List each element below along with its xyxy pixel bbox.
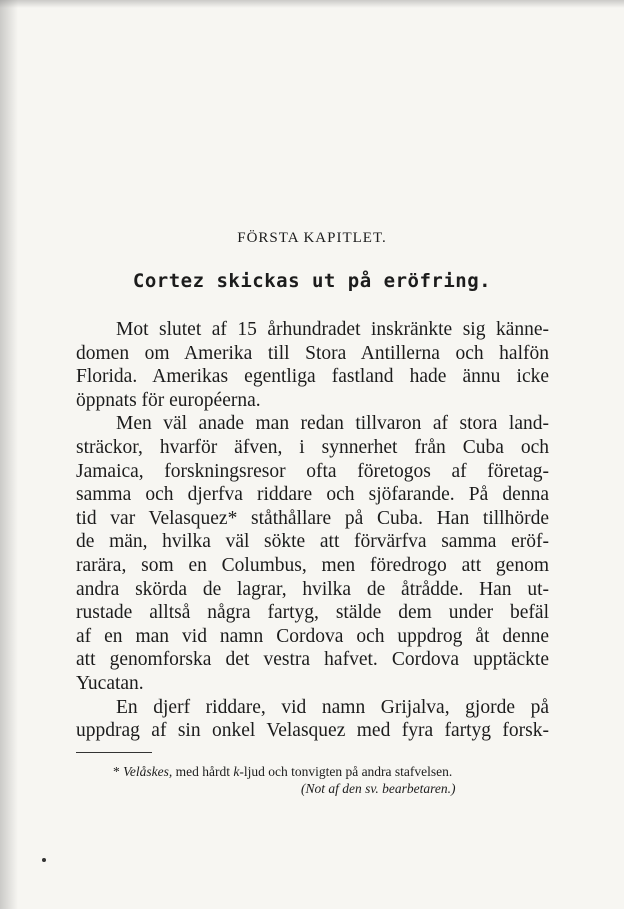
text-line: att genomforska det vestra hafvet. Cordova upptäckte <box>76 649 549 671</box>
chapter-heading: FÖRSTA KAPITLET. <box>237 230 387 246</box>
text-line: Jamaica, forskningsresor ofta företogos af företag- <box>76 460 549 482</box>
text-line: domen om Amerika till Stora Antillerna och halfön <box>76 342 549 364</box>
text-line: de män, hvilka väl sökte att förvärfva samma eröf- <box>76 531 549 553</box>
text-line: rustade alltså några fartyg, stälde dem under befäl <box>76 602 549 624</box>
page-edge-shadow-top <box>0 0 624 8</box>
text-line: En djerf riddare, vid namn Grijalva, gjorde på <box>116 696 549 718</box>
footnote-marker: * <box>113 764 120 779</box>
page-edge-shadow-left <box>0 0 18 909</box>
footnote-attribution: (Not af den sv. bearbetaren.) <box>301 781 456 796</box>
text-line: rarära, som en Columbus, men föredrogo att genom <box>76 554 549 576</box>
footnote-line <box>113 763 553 780</box>
chapter-title: Cortez skickas ut på eröfring. <box>132 270 492 292</box>
text-line: Men väl anade man redan tillvaron af stora land- <box>116 413 549 435</box>
body-text <box>76 318 549 743</box>
footnote-text: med hårdt <box>172 764 234 779</box>
footnote-divider <box>76 752 152 753</box>
text-line: samma och djerfva riddare och sjöfarande. På denna <box>76 484 549 506</box>
footnote-text-rest: -ljud och tonvigten på andra stafvelsen. <box>239 764 453 779</box>
footnote <box>113 763 553 797</box>
footnote-k: k <box>233 764 240 779</box>
footnote-term: Velåskes, <box>123 764 173 779</box>
text-line: öppnats för européerna. <box>76 389 261 411</box>
ink-speck <box>42 858 46 862</box>
text-line: Mot slutet af 15 århundradet inskränkte sig känne- <box>116 319 549 340</box>
text-line: andra skörda de lagrar, hvilka de åtrådde. Han ut- <box>76 578 549 600</box>
text-line: uppdrag af sin onkel Velasquez med fyra fartyg forsk- <box>76 720 549 742</box>
text-line: tid var Velasquez* ståthållare på Cuba. Han tillhörde <box>76 507 549 529</box>
text-line: Florida. Amerikas egentliga fastland hade ännu icke <box>76 366 549 388</box>
text-line: sträckor, hvarför äfven, i synnerhet från Cuba och <box>76 436 549 458</box>
text-line: Yucatan. <box>76 672 144 694</box>
text-line: af en man vid namn Cordova och uppdrog åt denne <box>76 625 549 647</box>
